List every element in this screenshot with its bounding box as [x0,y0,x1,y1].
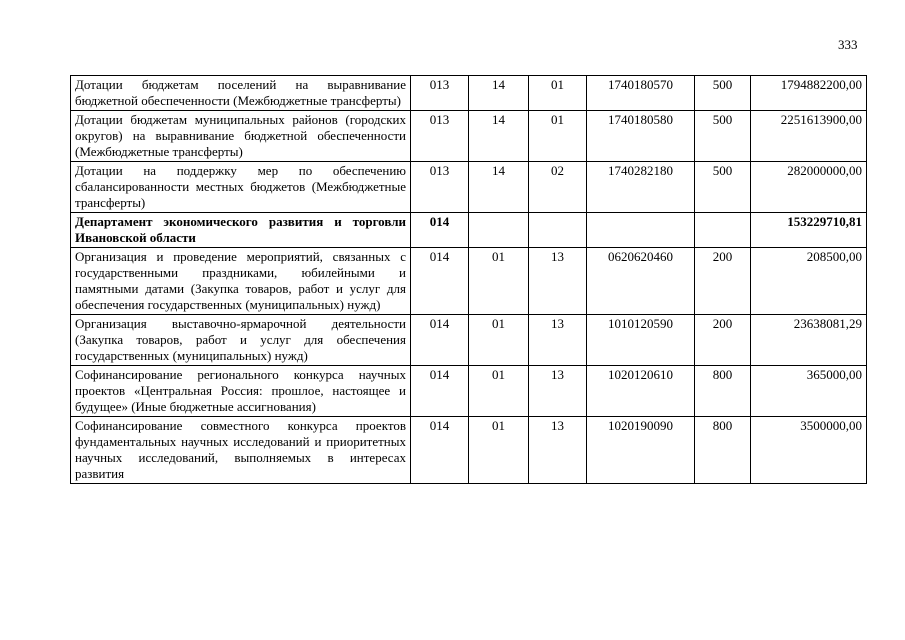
row-name-cell: Организация выставочно-ярмарочной деятельности (Закупка товаров, работ и услуг для обеспечения государственных (муниципальных) нужд) [71,315,411,366]
expense-type-cell [695,213,751,248]
section-code-cell: 01 [469,315,529,366]
expense-type-cell: 800 [695,417,751,484]
amount-cell: 282000000,00 [751,162,867,213]
amount-cell: 1794882200,00 [751,76,867,111]
subsection-code-cell: 02 [529,162,587,213]
row-name-cell: Организация и проведение мероприятий, связанных с государственными праздниками, юбилейными и памятными датами (Закупка товаров, работ и услуг для обеспечения государственных (муниципальных) нужд) [71,248,411,315]
target-article-cell [587,213,695,248]
target-article-cell: 1020190090 [587,417,695,484]
ministry-code-cell: 014 [411,417,469,484]
amount-cell: 208500,00 [751,248,867,315]
target-article-cell: 1740180580 [587,111,695,162]
table-row [71,417,867,484]
ministry-code-cell: 013 [411,111,469,162]
amount-cell: 365000,00 [751,366,867,417]
page-number: 333 [838,37,858,52]
target-article-cell: 1740282180 [587,162,695,213]
amount-cell: 2251613900,00 [751,111,867,162]
budget-table-body [71,76,867,484]
amount-cell: 23638081,29 [751,315,867,366]
subsection-code-cell: 13 [529,315,587,366]
subsection-code-cell: 01 [529,111,587,162]
expense-type-cell: 800 [695,366,751,417]
row-name-cell: Софинансирование регионального конкурса научных проектов «Центральная Россия: прошлое, настоящее и будущее» (Иные бюджетные ассигнования) [71,366,411,417]
table-row [71,248,867,315]
subsection-code-cell: 13 [529,417,587,484]
subsection-code-cell [529,213,587,248]
amount-cell: 153229710,81 [751,213,867,248]
target-article-cell: 1740180570 [587,76,695,111]
row-name-cell: Департамент экономического развития и торговли Ивановской области [71,213,411,248]
section-code-cell [469,213,529,248]
section-code-cell: 01 [469,417,529,484]
table-row [71,162,867,213]
ministry-code-cell: 014 [411,213,469,248]
subsection-code-cell: 13 [529,248,587,315]
expense-type-cell: 200 [695,315,751,366]
ministry-code-cell: 013 [411,76,469,111]
target-article-cell: 0620620460 [587,248,695,315]
budget-table [70,75,867,484]
expense-type-cell: 500 [695,162,751,213]
expense-type-cell: 500 [695,111,751,162]
target-article-cell: 1020120610 [587,366,695,417]
table-row [71,315,867,366]
subsection-code-cell: 13 [529,366,587,417]
ministry-code-cell: 014 [411,366,469,417]
table-row [71,76,867,111]
row-name-cell: Дотации бюджетам поселений на выравнивание бюджетной обеспеченности (Межбюджетные трансферты) [71,76,411,111]
ministry-code-cell: 013 [411,162,469,213]
expense-type-cell: 200 [695,248,751,315]
table-row [71,213,867,248]
ministry-code-cell: 014 [411,315,469,366]
table-row [71,111,867,162]
subsection-code-cell: 01 [529,76,587,111]
expense-type-cell: 500 [695,76,751,111]
section-code-cell: 01 [469,366,529,417]
table-row [71,366,867,417]
row-name-cell: Софинансирование совместного конкурса проектов фундаментальных научных исследований и приоритетных научных исследований, выполняемых в интересах развития [71,417,411,484]
amount-cell: 3500000,00 [751,417,867,484]
ministry-code-cell: 014 [411,248,469,315]
section-code-cell: 14 [469,111,529,162]
row-name-cell: Дотации на поддержку мер по обеспечению сбалансированности местных бюджетов (Межбюджетные трансферты) [71,162,411,213]
section-code-cell: 14 [469,76,529,111]
section-code-cell: 14 [469,162,529,213]
section-code-cell: 01 [469,248,529,315]
target-article-cell: 1010120590 [587,315,695,366]
row-name-cell: Дотации бюджетам муниципальных районов (городских округов) на выравнивание бюджетной обеспеченности (Межбюджетные трансферты) [71,111,411,162]
